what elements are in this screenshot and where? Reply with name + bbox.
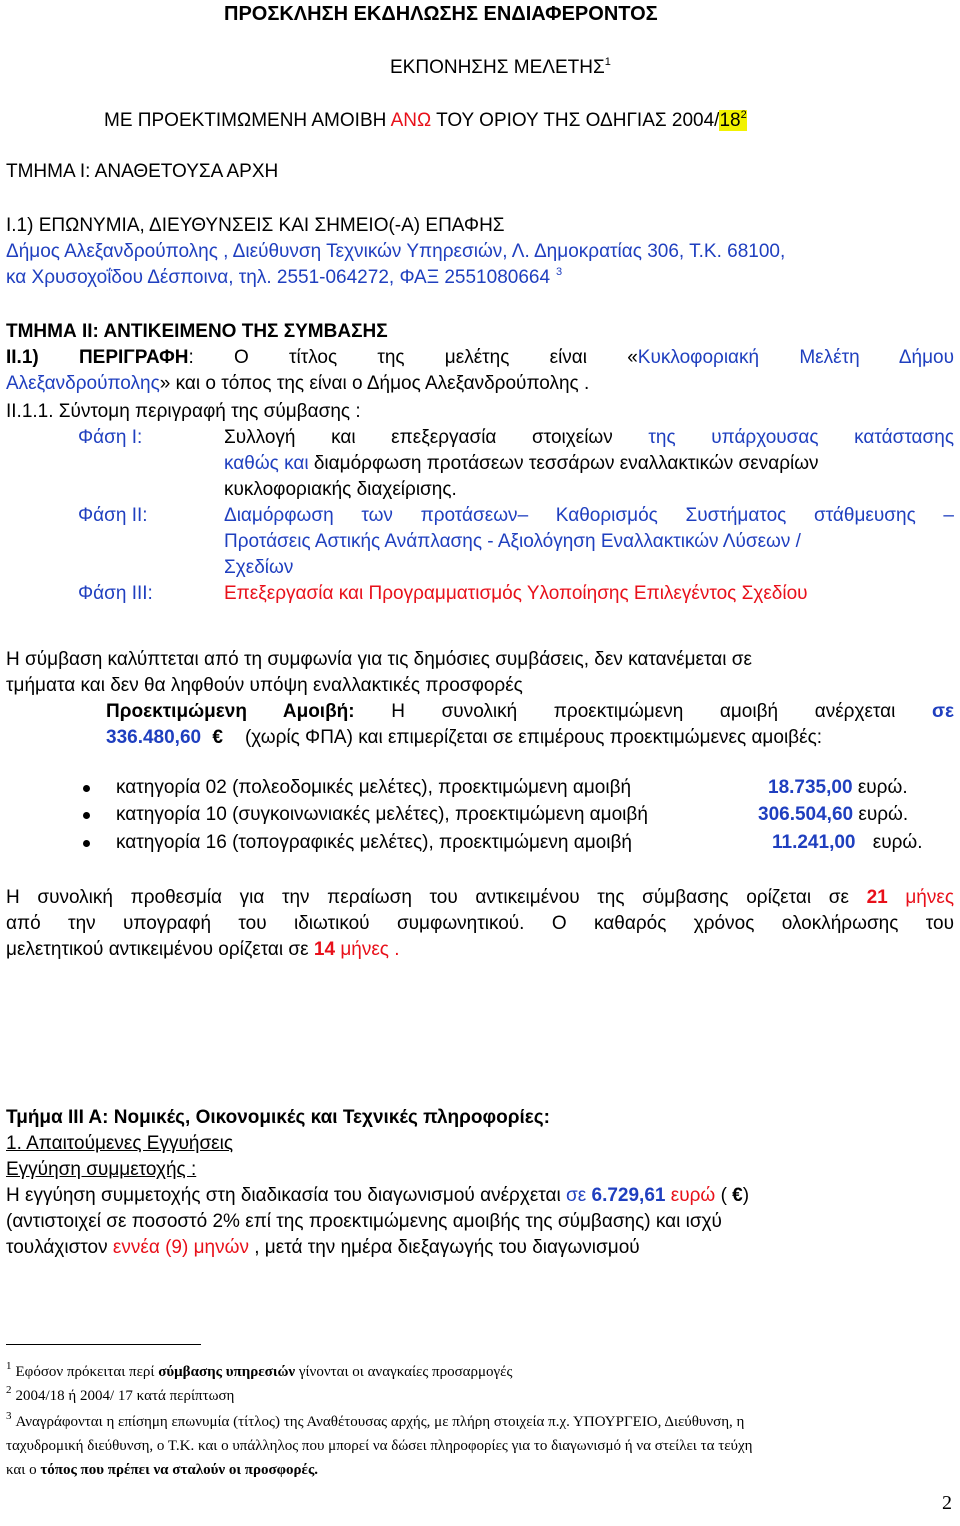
phase2-label: Φάση ΙΙ:	[78, 505, 148, 526]
category-10-fee: 306.504,60 ευρώ.	[758, 804, 909, 825]
fee-amount: 336.480,60	[106, 727, 202, 748]
phase1-line3: κυκλοφοριακής διαχείρισης.	[224, 479, 457, 500]
guarantee-line2: (αντιστοιχεί σε ποσοστό 2% επί της προεκτιμώμενης αμοιβής της σύμβασης) και ισχύ	[6, 1211, 722, 1232]
section1-heading: ΤΜΗΜΑ Ι: ΑΝΑΘΕΤΟΥΣΑ ΑΡΧΗ	[6, 161, 279, 182]
footnote-ref-1[interactable]: 1	[604, 56, 611, 68]
phase1-line1: Συλλογή και επεξεργασία στοιχείων της υπάρχουσας κατάστασης	[224, 427, 954, 448]
participation-guarantee-heading: Εγγύηση συμμετοχής :	[6, 1159, 197, 1180]
section2-heading: ΤΜΗΜΑ ΙΙ: ΑΝΤΙΚΕΙΜΕΝΟ ΤΗΣ ΣΥΜΒΑΣΗΣ	[6, 321, 388, 342]
bullet-icon	[83, 840, 90, 847]
page-number: 2	[942, 1492, 952, 1514]
description-line1: ΙΙ.1) ΠΕΡΙΓΡΑΦΗ: Ο τίτλος της μελέτης είναι «Κυκλοφοριακή Μελέτη Δήμου	[6, 347, 954, 368]
euro-sign: €	[212, 727, 223, 748]
phase2-line2: Προτάσεις Αστικής Ανάπλασης - Αξιολόγηση Εναλλακτικών Λύσεων /	[224, 531, 801, 552]
section3-heading: Τμήμα ΙΙΙ Α: Νομικές, Οικονομικές και Τεχνικές πληροφορίες:	[6, 1107, 550, 1128]
estimated-fee-line: Προεκτιμώμενη Αμοιβή: Η συνολική προεκτιμώμενη αμοιβή ανέρχεται σε	[106, 701, 954, 722]
phase3-line1: Επεξεργασία και Προγραμματισμός Υλοποίησης Επιλεγέντος Σχεδίου	[224, 583, 808, 604]
phase2-line1: Διαμόρφωση των προτάσεων– Καθορισμός Συστήματος στάθμευσης –	[224, 505, 954, 526]
contact-address-line1: Δήμος Αλεξανδρούπολης , Διεύθυνση Τεχνικών Υπηρεσιών, Λ. Δημοκρατίας 306, Τ.Κ. 68100,	[6, 241, 786, 262]
footnote-3: $^3$ Αναγράφονται η επίσημη επωνυμία (τίτλος) της Αναθέτουσας αρχής, με πλήρη στοιχεία π.χ. ΥΠΟΥΡΓΕΙΟ, Διεύθυνση, η	[6, 1410, 745, 1430]
category-10-text: κατηγορία 10 (συγκοινωνιακές μελέτες), προεκτιμώμενη αμοιβή	[116, 804, 648, 825]
section1-subheading: Ι.1) ΕΠΩΝΥΜΙΑ, ΔΙΕΥΘΥΝΣΕΙΣ ΚΑΙ ΣΗΜΕΙΟ(-Α) ΕΠΑΦΗΣ	[6, 215, 505, 236]
phase1-line2: καθώς και διαμόρφωση προτάσεων τεσσάρων εναλλακτικών σεναρίων	[224, 453, 819, 474]
guarantee-line1: Η εγγύηση συμμετοχής στη διαδικασία του διαγωνισμού ανέρχεται σε 6.729,61 ευρώ ( €)	[6, 1185, 750, 1206]
phase3-label: Φάση ΙΙΙ:	[78, 583, 153, 604]
category-16-text: κατηγορία 16 (τοπογραφικές μελέτες), προεκτιμώμενη αμοιβή	[116, 832, 632, 853]
footnote-divider	[6, 1344, 201, 1345]
bullet-icon	[83, 812, 90, 819]
phase2-line3: Σχεδίων	[224, 557, 294, 578]
contact-address-line2: κα Χρυσοχοΐδου Δέσποινα, τηλ. 2551-064272, ΦΑΞ 2551080664 $^3$	[6, 266, 563, 288]
short-description-label: ΙΙ.1.1. Σύντομη περιγραφή της σύμβασης :	[6, 401, 361, 422]
coverage-line1: Η σύμβαση καλύπτεται από τη συμφωνία για τις δημόσιες συμβάσεις, δεν κατανέμεται σε	[6, 649, 752, 670]
footnote-1: $^1$ Εφόσον πρόκειται περί σύμβασης υπηρεσιών γίνονται οι αναγκαίες προσαρμογές	[6, 1360, 513, 1380]
footnote-3-line3: και ο τόπος που πρέπει να σταλούν οι προσφορές.	[6, 1462, 319, 1478]
coverage-line2: τμήματα και δεν θα ληφθούν υπόψη εναλλακτικές προσφορές	[6, 675, 523, 696]
highlighted-directive-number: $18^2$	[719, 109, 747, 131]
bullet-icon	[83, 785, 90, 792]
footnote-ref-2[interactable]: 2	[740, 109, 747, 121]
deadline-line3: μελετητικού αντικειμένου ορίζεται σε 14 μήνες .	[6, 939, 400, 960]
guarantee-line3: τουλάχιστον εννέα (9) μηνών , μετά την ημέρα διεξαγωγής του διαγωνισμού	[6, 1237, 640, 1258]
deadline-line1: Η συνολική προθεσμία για την περαίωση του αντικειμένου της σύμβασης ορίζεται σε 21 μήνες	[6, 887, 954, 908]
required-guarantees-heading: 1. Απαιτούμενες Εγγυήσεις	[6, 1133, 234, 1154]
category-02-fee: 18.735,00 ευρώ.	[768, 777, 908, 798]
phase1-label: Φάση Ι:	[78, 427, 143, 448]
footnote-2: $^2$ 2004/18 ή 2004/ 17 κατά περίπτωση	[6, 1384, 235, 1404]
estimated-fee-amount-line: 336.480,60 € (χωρίς ΦΠΑ) και επιμερίζεται σε επιμέρους προεκτιμώμενες αμοιβές:	[106, 727, 823, 748]
deadline-line2: από την υπογραφή του ιδιωτικού συμφωνητικού. Ο καθαρός χρόνος ολοκλήρωσης του	[6, 913, 954, 934]
footnote-ref-3[interactable]: 3	[556, 266, 563, 278]
document-title: ΠΡΟΣΚΛΗΣΗ ΕΚΔΗΛΩΣΗΣ ΕΝΔΙΑΦΕΡΟΝΤΟΣ	[224, 3, 658, 25]
category-02-text: κατηγορία 02 (πολεοδομικές μελέτες), προεκτιμώμενη αμοιβή	[116, 777, 632, 798]
document-subtitle: ΕΚΠΟΝΗΣΗΣ ΜΕΛΕΤΗΣ$^1$	[390, 56, 611, 78]
euro-sign: €	[732, 1185, 743, 1206]
fee-threshold-line: ΜΕ ΠΡΟΕΚΤΙΜΩΜΕΝΗ ΑΜΟΙΒΗ ΑΝΩ ΤΟΥ ΟΡΙΟΥ ΤΗΣ ΟΔΗΓΙΑΣ $2004/18^2$	[104, 109, 747, 131]
footnote-3-line2: ταχυδρομική διεύθυνση, ο Τ.Κ. και ο υπάλληλος που μπορεί να δώσει πληροφορίες για το διαγωνισμό ή να στείλει τα τεύχη	[6, 1438, 753, 1454]
category-16-fee: 11.241,00 ευρώ.	[772, 832, 923, 853]
description-line2: Αλεξανδρούπολης» και ο τόπος της είναι ο Δήμος Αλεξανδρούπολης .	[6, 373, 590, 394]
